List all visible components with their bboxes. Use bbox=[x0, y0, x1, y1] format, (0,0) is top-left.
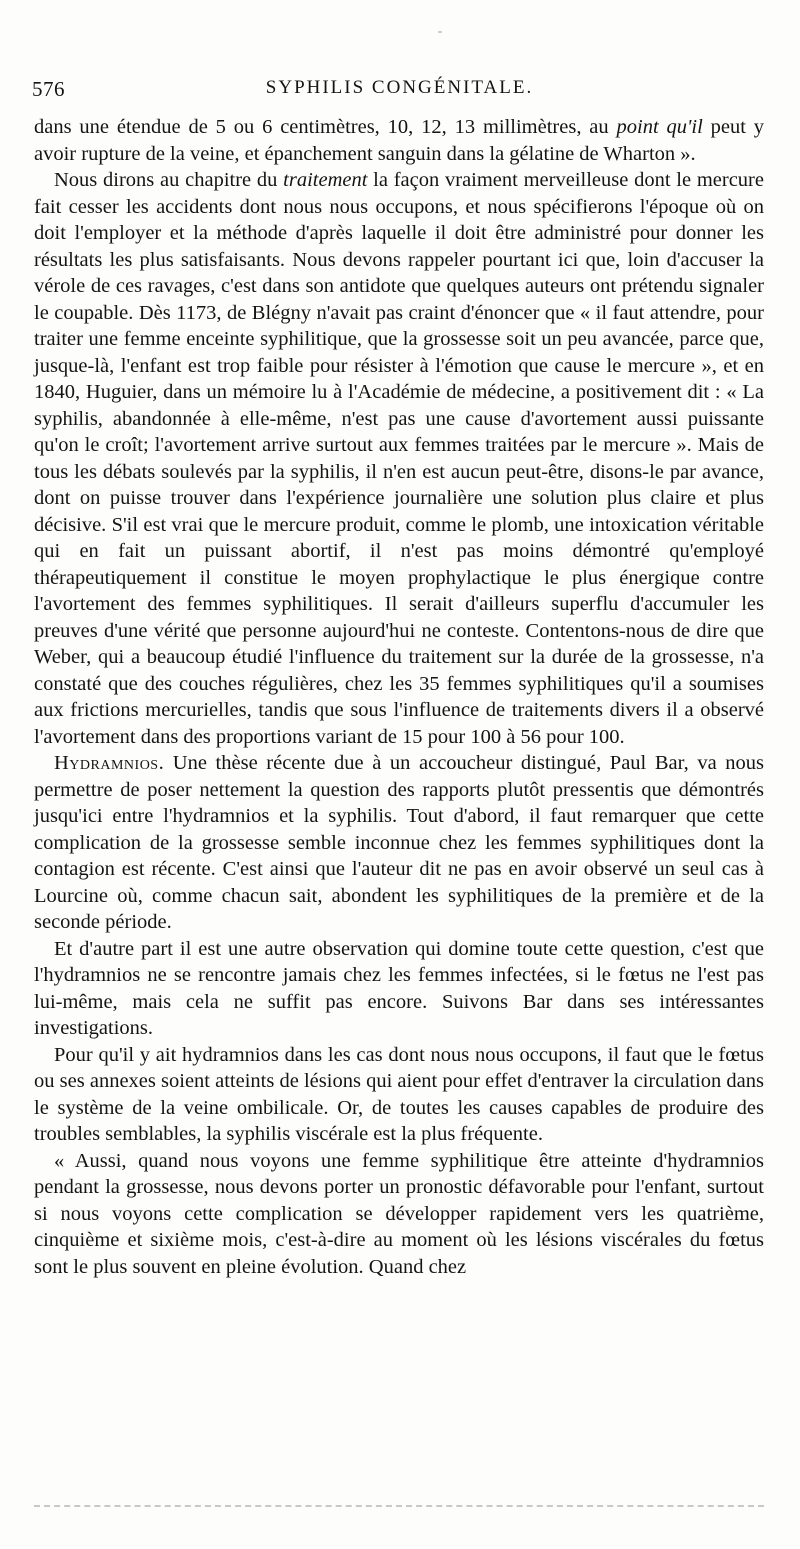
paragraph bbox=[34, 750, 764, 936]
text-run: « Aussi, quand nous voyons une femme syphilitique être atteinte d'hydramnios pendant la grossesse, nous devons porter un pronostic défavorable pour l'enfant, surtout si nous voyons cette complication se développer rapidement vers les quatrième, cinquième et sixième mois, c'est-à-dire au moment où les lésions viscérales du fœtus sont le plus souvent en pleine évolution. Quand chez bbox=[34, 1149, 764, 1278]
paragraph bbox=[34, 1042, 764, 1148]
page-header bbox=[32, 77, 767, 103]
text-run: Et d'autre part il est une autre observation qui domine toute cette question, c'est que l'hydramnios ne se rencontre jamais chez les femmes infectées, si le fœtus ne l'est pas lui-même, mais cela ne suffit pas encore. Suivons Bar dans ses intéressantes investigations. bbox=[34, 937, 764, 1039]
text-run: Une thèse récente due à un accoucheur distingué, Paul Bar, va nous permettre de poser nettement la question des rapports plutôt pressentis que démontrés jusqu'ici entre l'hydramnios et la syphilis. Tout d'abord, il faut remarquer que cette complication de la grossesse semble inconnue chez les femmes syphilitiques dont la contagion est récente. C'est ainsi que l'auteur dit ne pas en avoir observé un seul cas à Lourcine où, comme chacun sait, abondent les syphilitiques de la première et de la seconde période. bbox=[34, 752, 764, 933]
paper-speck bbox=[438, 31, 442, 33]
text-run: Nous dirons au chapitre du bbox=[54, 169, 284, 191]
bottom-rule bbox=[34, 1505, 764, 1507]
page-number: 576 bbox=[32, 77, 65, 101]
text-run: la façon vraiment merveilleuse dont le mercure fait cesser les accidents dont nous nous occupons, et nous spécifierons l'époque où on doit l'employer et la méthode d'après laquelle il doit être administré pour donner les résultats les plus satisfaisants. Nous devons rappeler pourtant ici que, loin d'accuser la vérole de ces ravages, c'est dans son antidote que quelques auteurs ont prétendu signaler le coupable. Dès 1173, de Blégny n'avait pas craint d'énoncer que « il faut attendre, pour traiter une femme enceinte syphilitique, que la grossesse soit un peu avancée, parce que, jusque-là, l'enfant est trop faible pour résister à l'émotion que cause le mercure », et en 1840, Huguier, dans un mémoire lu à l'Académie de médecine, a positivement dit : « La syphilis, abandonnée à elle-même, n'est pas une cause d'avortement aussi puissante qu'on le croît; l'avortement arrive surtout aux femmes traitées par le mercure ». Mais de tous les débats soulevés par la syphilis, il n'en est aucun peut-être, disons-le par avance, dont on puisse trouver dans l'expérience journalière une solution plus claire et plus décisive. S'il est vrai que le mercure produit, comme le plomb, une intoxication véritable qui en fait un puissant abortif, il n'est pas moins démontré qu'employé thérapeutiquement il constitue le moyen prophylactique le plus énergique contre l'avortement des femmes syphilitiques. Il serait d'ailleurs superflu d'accumuler les preuves d'une vérité que personne aujourd'hui ne conteste. Contentons-nous de dire que Weber, qui a beaucoup étudié l'influence du traitement sur la durée de la grossesse, n'a constaté que des couches régulières, chez les 35 femmes syphilitiques qu'il a soumises aux frictions mercurielles, tandis que sous l'influence de traitements divers il a observé l'avortement dans des proportions variant de 15 pour 100 à 56 pour 100. bbox=[34, 169, 764, 748]
text-run: dans une étendue de 5 ou 6 centimètres, 10, 12, 13 millimètres, au bbox=[34, 116, 617, 138]
paragraph bbox=[34, 1148, 764, 1281]
section-lead-in: Hydramnios. bbox=[54, 752, 165, 774]
paragraph bbox=[34, 936, 764, 1042]
paragraph bbox=[34, 114, 764, 167]
paragraph bbox=[34, 167, 764, 750]
text-run: Pour qu'il y ait hydramnios dans les cas dont nous nous occupons, il faut que le fœtus ou ses annexes soient atteints de lésions qui aient pour effet d'entraver la circulation dans le système de la veine ombilicale. Or, de toutes les causes capables de produire des troubles semblables, la syphilis viscérale est la plus fréquente. bbox=[34, 1043, 764, 1145]
running-title: SYPHILIS CONGÉNITALE. bbox=[265, 77, 534, 98]
text-run: peut y avoir rupture de la veine, et épanchement sanguin dans la gélatine de Wharton ». bbox=[34, 116, 765, 165]
emphasis-text: traitement bbox=[283, 169, 368, 191]
emphasis-text: point qu'il bbox=[616, 116, 703, 138]
body-text bbox=[34, 114, 764, 1280]
